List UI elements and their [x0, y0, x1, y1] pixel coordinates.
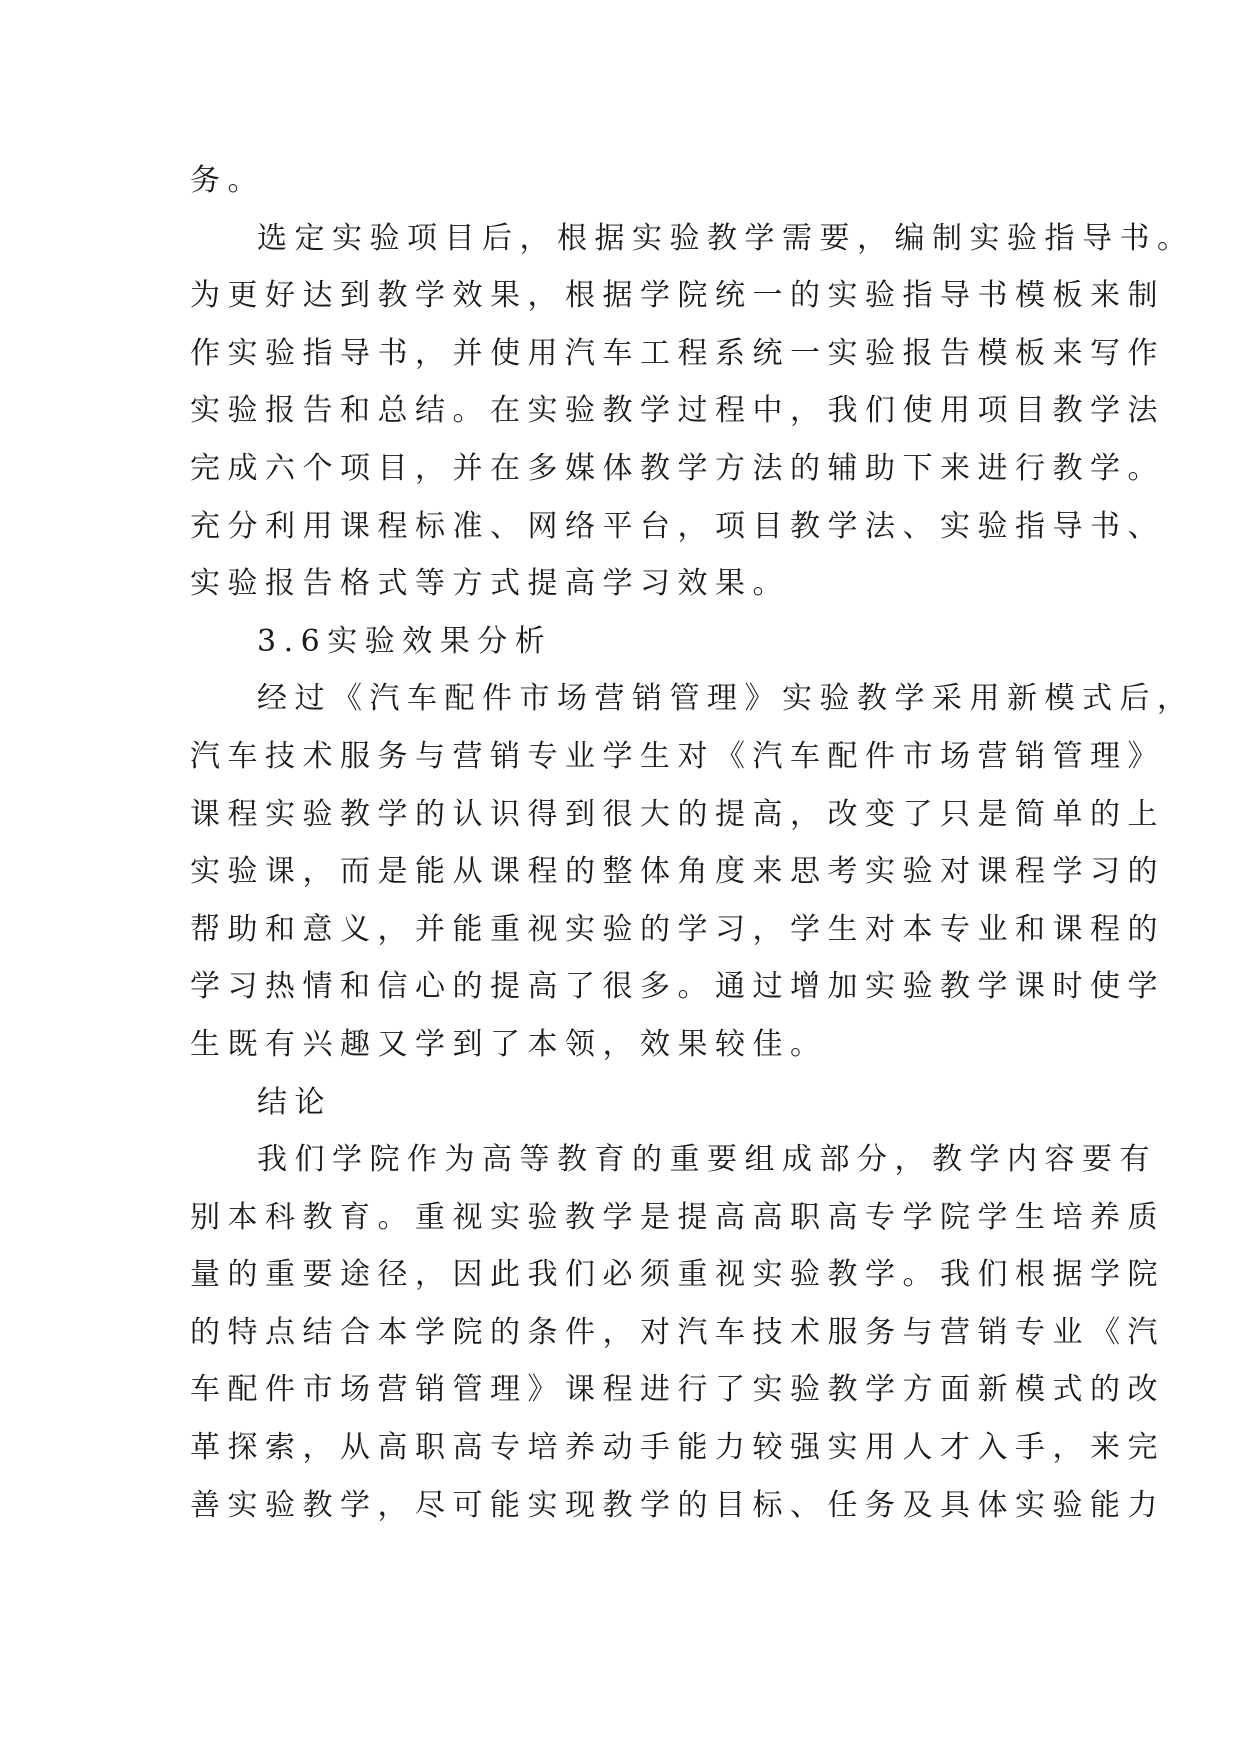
body-text [190, 152, 1195, 1534]
text-line: 汽车技术服务与营销专业学生对《汽车配件市场营销管理》 [190, 738, 1165, 774]
text-line: 量的重要途径，因此我们必须重视实验教学。我们根据学院 [190, 1257, 1165, 1293]
text-line: 选定实验项目后，根据实验教学需要，编制实验指导书。 [257, 220, 1195, 256]
text-line: 革探索，从高职高专培养动手能力较强实用人才入手，来完 [190, 1430, 1165, 1466]
text-line: 善实验教学，尽可能实现教学的目标、任务及具体实验能力 [190, 1487, 1165, 1523]
text-line: 务。 [190, 163, 265, 198]
text-line: 3.6实验效果分析 [257, 623, 553, 659]
text-line: 帮助和意义，并能重视实验的学习，学生对本专业和课程的 [190, 911, 1165, 947]
text-line: 车配件市场营销管理》课程进行了实验教学方面新模式的改 [190, 1372, 1165, 1408]
text-line: 课程实验教学的认识得到很大的提高，改变了只是简单的上 [190, 796, 1165, 832]
text-line: 作实验指导书，并使用汽车工程系统一实验报告模板来写作 [190, 335, 1165, 371]
text-line: 完成六个项目，并在多媒体教学方法的辅助下来进行教学。 [190, 450, 1165, 486]
text-line: 生既有兴趣又学到了本领，效果较佳。 [190, 1026, 828, 1062]
text-line: 实验报告格式等方式提高学习效果。 [190, 566, 790, 602]
text-line: 别本科教育。重视实验教学是提高高职高专学院学生培养质 [190, 1199, 1165, 1235]
text-line: 结论 [257, 1084, 332, 1120]
text-line: 为更好达到教学效果，根据学院统一的实验指导书模板来制 [190, 278, 1165, 314]
text-line: 实验报告和总结。在实验教学过程中，我们使用项目教学法 [190, 393, 1165, 429]
text-line: 实验课，而是能从课程的整体角度来思考实验对课程学习的 [190, 854, 1165, 890]
text-line: 我们学院作为高等教育的重要组成部分，教学内容要有 [257, 1142, 1157, 1178]
text-line: 学习热情和信心的提高了很多。通过增加实验教学课时使学 [190, 969, 1165, 1005]
text-line: 经过《汽车配件市场营销管理》实验教学采用新模式后， [257, 681, 1195, 717]
text-line: 充分利用课程标准、网络平台，项目教学法、实验指导书、 [190, 508, 1165, 544]
text-line: 的特点结合本学院的条件，对汽车技术服务与营销专业《汽 [190, 1314, 1165, 1350]
